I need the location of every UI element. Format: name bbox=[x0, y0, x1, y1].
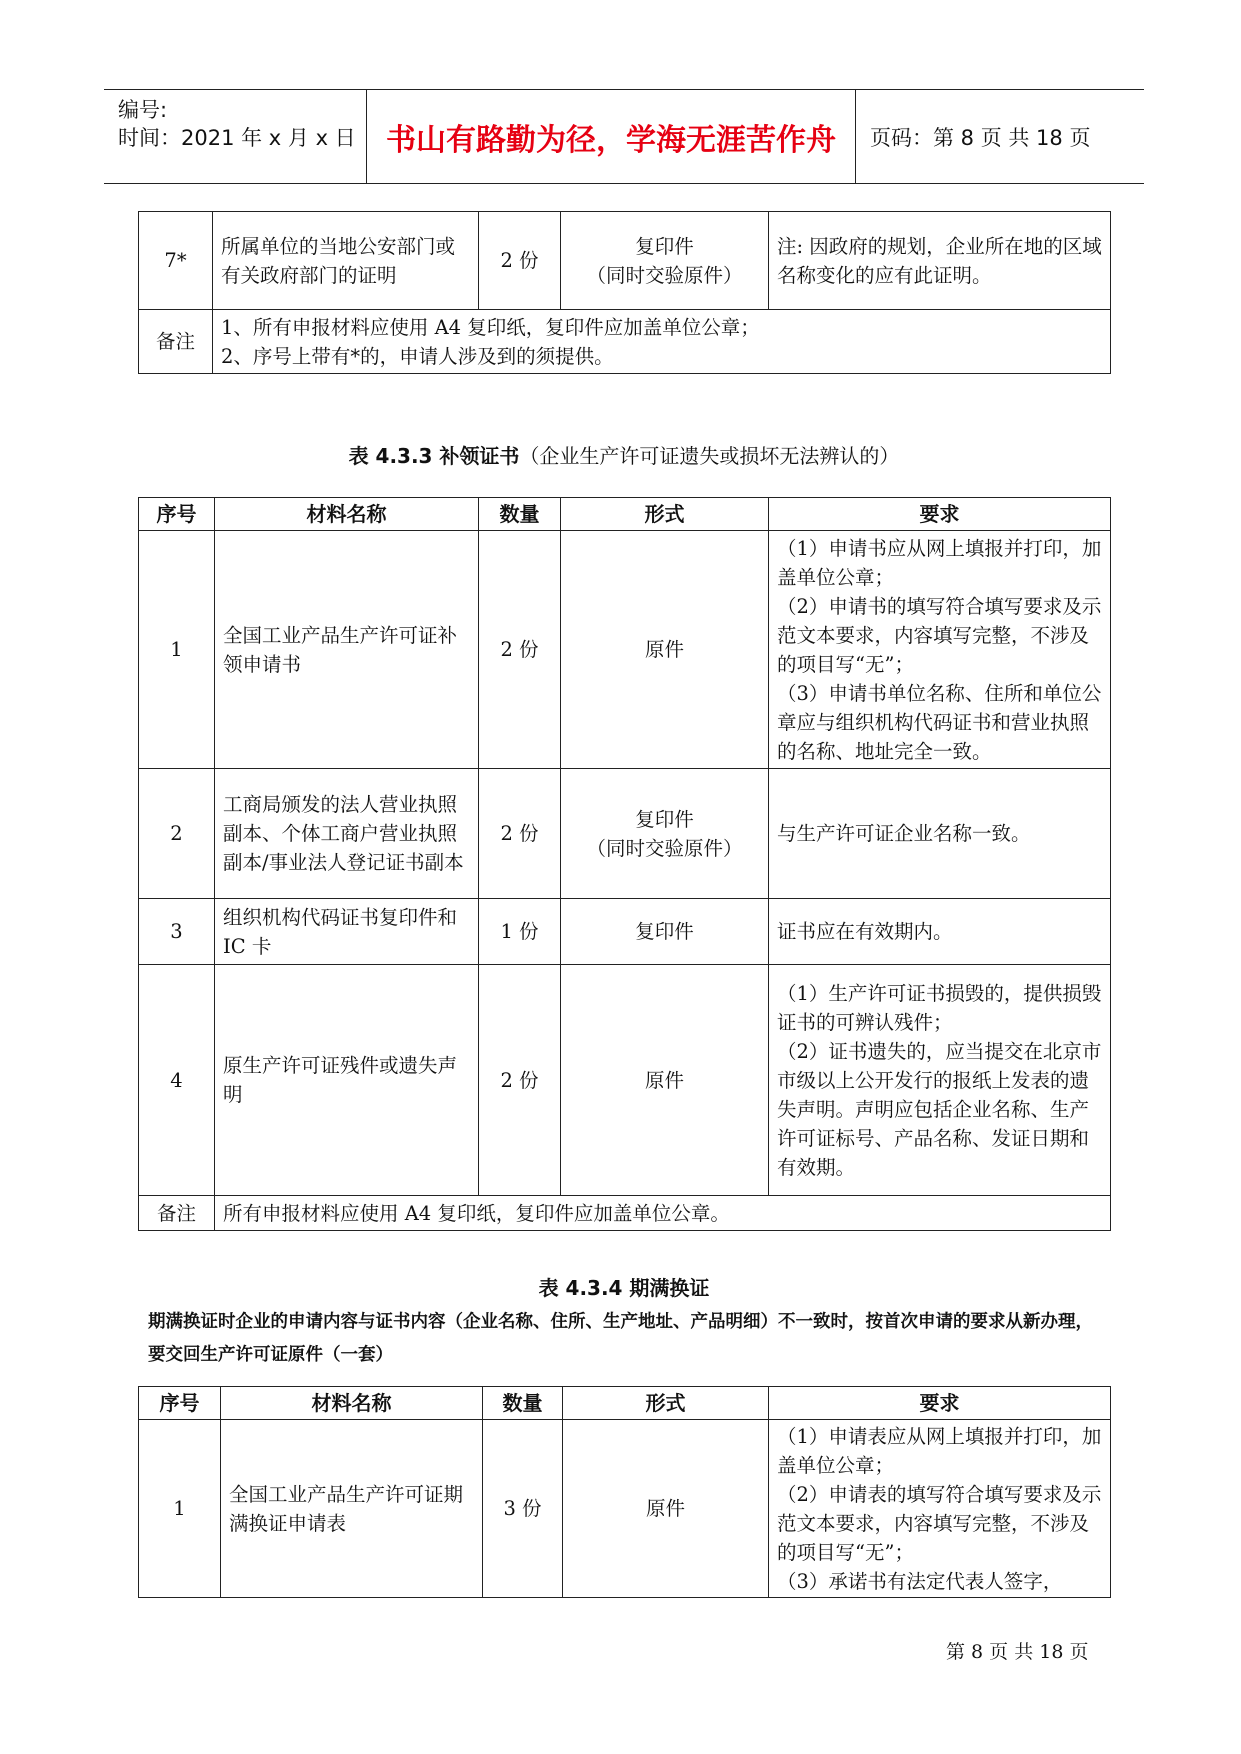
table-remark-row bbox=[139, 1196, 1111, 1231]
header-page-cell bbox=[856, 90, 1158, 183]
cell-index: 3 bbox=[139, 899, 215, 965]
requirement-item: （2）证书遗失的，应当提交在北京市市级以上公开发行的报纸上发表的遗失声明。声明应包括企业名称、生产许可证标号、产品名称、发证日期和有效期。 bbox=[777, 1039, 1102, 1179]
cell-requirement: 与生产许可证企业名称一致。 bbox=[769, 769, 1111, 899]
cell-form bbox=[561, 769, 769, 899]
col-header-index: 序号 bbox=[139, 1387, 221, 1420]
table-prev bbox=[138, 211, 1111, 374]
cell-requirement bbox=[769, 531, 1111, 769]
table-row bbox=[139, 531, 1111, 769]
requirement-item: （2）申请书的填写符合填写要求及示范文本要求，内容填写完整，不涉及的项目写“无”； bbox=[777, 594, 1102, 676]
cell-requirement bbox=[769, 1420, 1111, 1598]
cell-qty: 2 份 bbox=[479, 965, 561, 1196]
requirement-item: （3）申请书单位名称、住所和单位公章应与组织机构代码证书和营业执照的名称、地址完全一致。 bbox=[777, 681, 1102, 763]
col-header-name: 材料名称 bbox=[221, 1387, 483, 1420]
remark-text: 所有申报材料应使用 A4 复印纸，复印件应加盖单位公章。 bbox=[215, 1196, 1111, 1231]
cell-requirement: 证书应在有效期内。 bbox=[769, 899, 1111, 965]
remark-text bbox=[213, 310, 1111, 374]
cell-index: 4 bbox=[139, 965, 215, 1196]
cell-index: 1 bbox=[139, 531, 215, 769]
doc-number-label: 编号: bbox=[118, 98, 168, 122]
cell-form: 原件 bbox=[561, 965, 769, 1196]
table-434 bbox=[138, 1386, 1111, 1598]
form-sub-label: （同时交验原件） bbox=[586, 836, 743, 860]
remark-label: 备注 bbox=[139, 1196, 215, 1231]
col-header-form: 形式 bbox=[561, 498, 769, 531]
requirement-item: （1）申请表应从网上填报并打印，加盖单位公章； bbox=[777, 1424, 1102, 1477]
header-meta bbox=[104, 90, 366, 183]
cell-form: 原件 bbox=[563, 1420, 769, 1598]
page-header bbox=[104, 89, 1144, 184]
col-header-requirement: 要求 bbox=[769, 498, 1111, 531]
cell-qty: 2 份 bbox=[479, 531, 561, 769]
cell-material-name: 全国工业产品生产许可证期满换证申请表 bbox=[221, 1420, 483, 1598]
header-motto: 书山有路勤为径，学海无涯苦作舟 bbox=[386, 122, 836, 158]
requirement-item: （1）申请书应从网上填报并打印，加盖单位公章； bbox=[777, 536, 1102, 589]
col-header-form: 形式 bbox=[563, 1387, 769, 1420]
table-row bbox=[139, 1420, 1111, 1598]
col-header-name: 材料名称 bbox=[215, 498, 479, 531]
requirement-item: （2）申请表的填写符合填写要求及示范文本要求，内容填写完整，不涉及的项目写“无”； bbox=[777, 1482, 1102, 1564]
form-label: 复印件 bbox=[635, 807, 694, 831]
cell-form bbox=[561, 212, 769, 310]
cell-index: 7* bbox=[139, 212, 213, 310]
col-header-requirement: 要求 bbox=[769, 1387, 1111, 1420]
header-page-label: 页码：第 8 页 共 18 页 bbox=[870, 125, 1091, 150]
cell-index: 2 bbox=[139, 769, 215, 899]
table-row bbox=[139, 899, 1111, 965]
caption-subtitle: （企业生产许可证遗失或损坏无法辨认的） bbox=[519, 444, 900, 468]
page-footer: 第 8 页 共 18 页 bbox=[946, 1641, 1089, 1663]
table-row bbox=[139, 965, 1111, 1196]
doc-time-label: 时间：2021 年 x 月 x 日 bbox=[118, 126, 356, 150]
cell-material-name: 工商局颁发的法人营业执照副本、个体工商户营业执照副本/事业法人登记证书副本 bbox=[215, 769, 479, 899]
remark-line: 2、序号上带有*的，申请人涉及到的须提供。 bbox=[221, 344, 614, 368]
table-header-row bbox=[139, 498, 1111, 531]
remark-label: 备注 bbox=[139, 310, 213, 374]
table-433-caption bbox=[138, 440, 1110, 469]
cell-requirement: 注: 因政府的规划，企业所在地的区域名称变化的应有此证明。 bbox=[769, 212, 1111, 310]
col-header-qty: 数量 bbox=[483, 1387, 563, 1420]
caption-title: 表 4.3.3 补领证书 bbox=[348, 444, 520, 468]
table-row bbox=[139, 212, 1111, 310]
form-label: 复印件 bbox=[635, 234, 694, 258]
table-header-row bbox=[139, 1387, 1111, 1420]
col-header-index: 序号 bbox=[139, 498, 215, 531]
cell-material-name: 组织机构代码证书复印件和 IC 卡 bbox=[215, 899, 479, 965]
requirement-item: （3）承诺书有法定代表人签字， bbox=[777, 1569, 1063, 1593]
caption-title: 表 4.3.4 期满换证 bbox=[538, 1276, 710, 1300]
cell-material-name: 原生产许可证残件或遗失声明 bbox=[215, 965, 479, 1196]
cell-qty: 2 份 bbox=[479, 769, 561, 899]
table-remark-row bbox=[139, 310, 1111, 374]
table-434-caption bbox=[138, 1272, 1110, 1301]
cell-form: 原件 bbox=[561, 531, 769, 769]
header-motto-cell bbox=[366, 90, 856, 183]
cell-material-name: 全国工业产品生产许可证补领申请书 bbox=[215, 531, 479, 769]
cell-qty: 3 份 bbox=[483, 1420, 563, 1598]
cell-qty: 1 份 bbox=[479, 899, 561, 965]
cell-form: 复印件 bbox=[561, 899, 769, 965]
cell-material-name: 所属单位的当地公安部门或有关政府部门的证明 bbox=[213, 212, 479, 310]
table-433 bbox=[138, 497, 1111, 1231]
cell-index: 1 bbox=[139, 1420, 221, 1598]
col-header-qty: 数量 bbox=[479, 498, 561, 531]
table-434-note: 期满换证时企业的申请内容与证书内容（企业名称、住所、生产地址、产品明细）不一致时，按首次申请的要求从新办理，要交回生产许可证原件（一套） bbox=[148, 1312, 1093, 1365]
remark-line: 1、所有申报材料应使用 A4 复印纸，复印件应加盖单位公章； bbox=[221, 315, 760, 339]
table-row bbox=[139, 769, 1111, 899]
form-sub-label: （同时交验原件） bbox=[586, 263, 743, 287]
requirement-item: （1）生产许可证书损毁的，提供损毁证书的可辨认残件； bbox=[777, 981, 1102, 1034]
cell-requirement bbox=[769, 965, 1111, 1196]
cell-qty: 2 份 bbox=[479, 212, 561, 310]
